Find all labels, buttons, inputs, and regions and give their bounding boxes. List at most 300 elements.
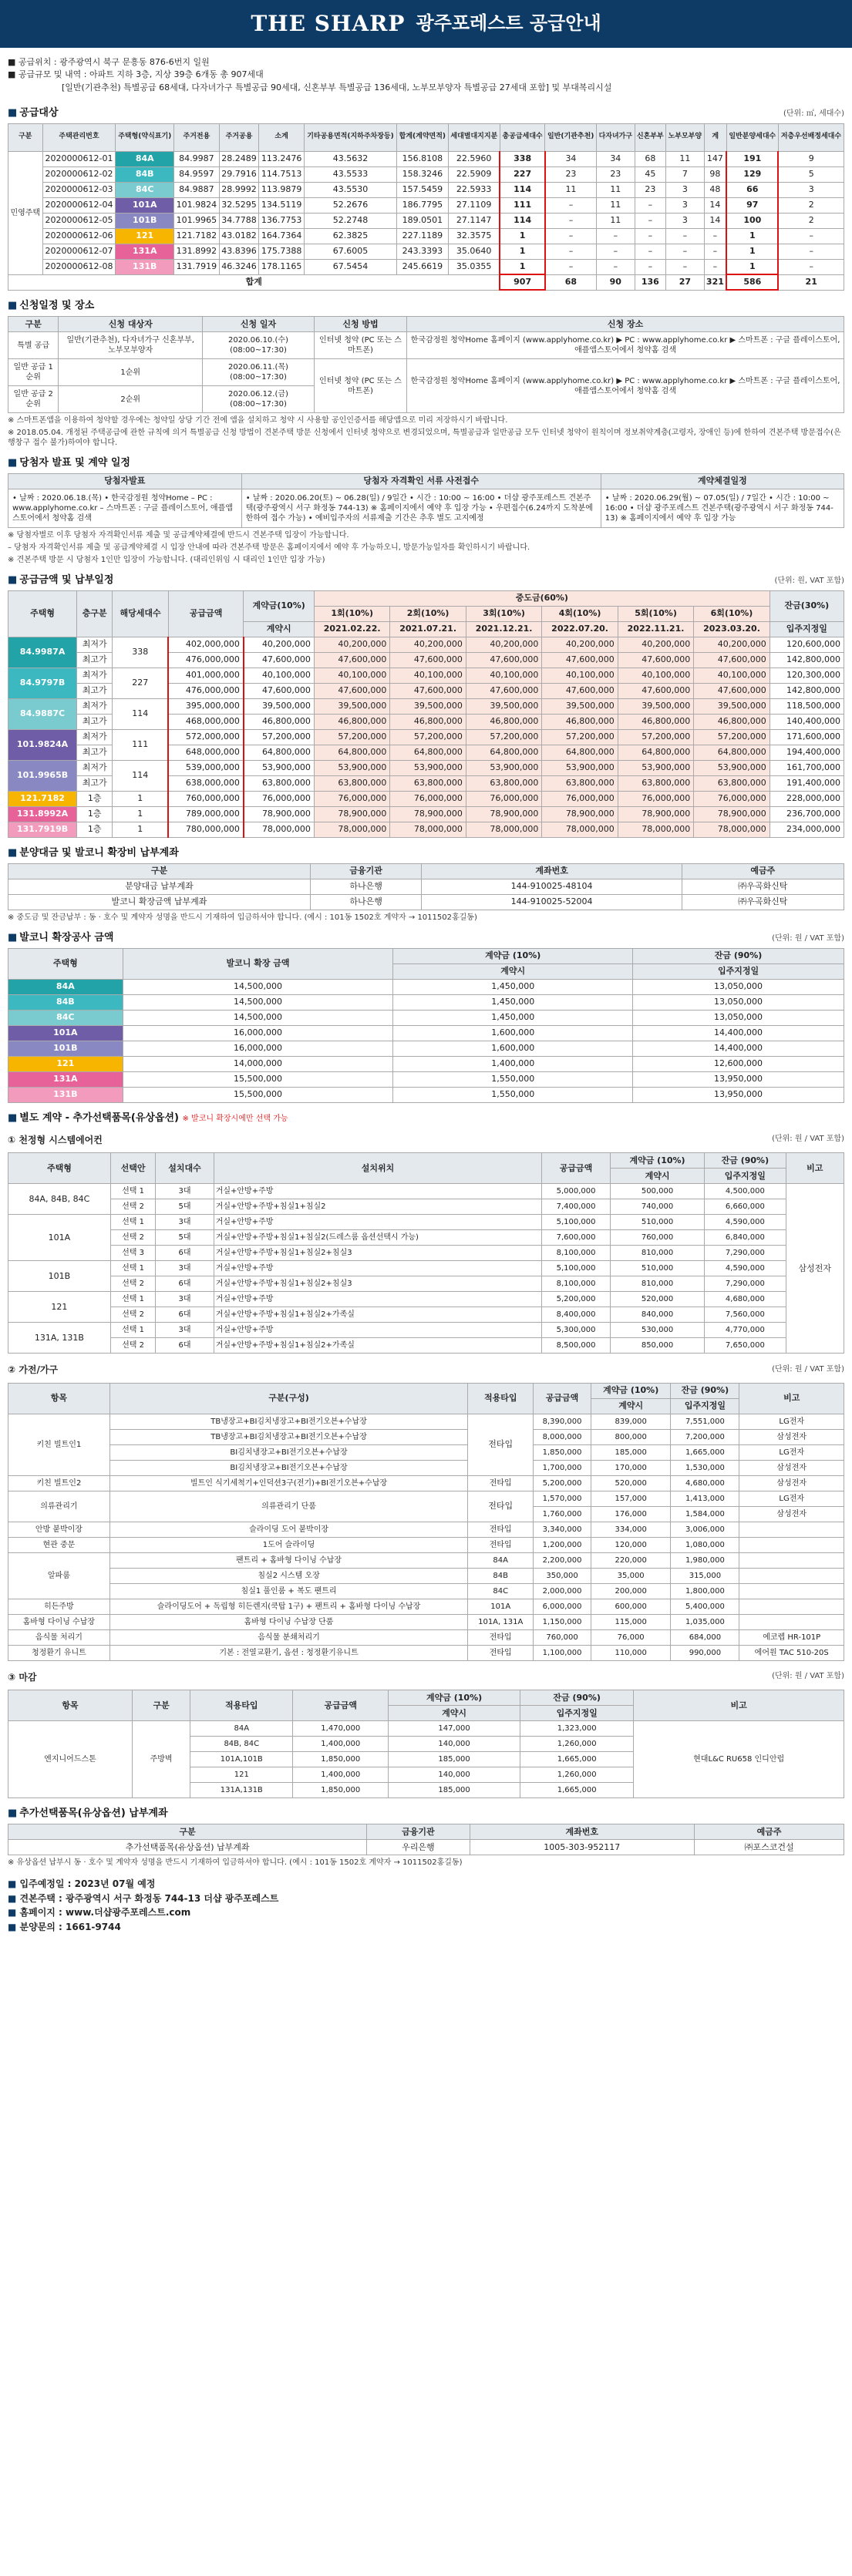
table-cell: 1,323,000 bbox=[520, 1721, 634, 1737]
table-row bbox=[8, 1645, 844, 1660]
table-cell: 1,080,000 bbox=[671, 1537, 739, 1552]
table-cell: 46,800,000 bbox=[618, 714, 693, 729]
table-cell: 227 bbox=[500, 166, 544, 182]
table-cell: 186.7795 bbox=[396, 197, 448, 213]
appliance-table: 항목 구분(구성) 적용타입 공급금액 계약금 (10%) 잔금 (90%) 비고 계약시 입주지정일 키친 빌트인1 TB냉장고+BI김치냉장고+BI전기오븐+수납장 전타입 8,390,000 839,000 7,551,000 LG전자 TB냉장고+BI김치냉장고+BI전기오븐+수납장 8,000,000 800,000 7,200,000 삼성전자 BI김치냉장고+BI전기오븐+수납장 1,850,000 185,000 1,665,000 LG전자 BI김치냉장고+BI전기오븐+수납장 1,700,000 170,000 1,530,000 삼성전자 키친 빌트인2 빌트인 식기세척기+인덕션3구(전기)+BI전기오븐+수납장 전타입 5,200,000 520,000 4,680,000 삼성전자 의류관리기 의류관리기 단품 전타입 1,570,000 157,000 1,413,000 LG전자 1,760,000 176,000 1,584,000 삼성전자 안방 붙박이장 슬라이딩 도어 붙박이장 전타입 3,340,000 334,000 3,006,000 현관 중문 1도어 슬라이딩 전타입 1,200,000 120,000 1,080,000 알파룸 팬트리 + 홈바형 다이닝 수납장 84A 2,200,000 220,000 1,980,000 침실2 시스템 오장 84B 350,000 35,000 315,000 침실1 풀인룸 + 복도 팬트리 84C 2,000,000 200,000 1,800,000 히든주방 슬라이딩도어 + 독립형 히든렌지(쿡탑 1구) + 팬트리 + 홈바형 다이닝 수납장 101A 6,000,000 600,000 5,400,000 홈바형 다이닝 수납장 홈바형 다이닝 수납장 단품 101A, 131A 1,150,000 115,000 1,035,000 음식물 처리기 음식물 분쇄처리기 전타입 760,000 76,000 684,000 에코렙 HR-101P 청정환기 유니트 기본 : 전열교환기, 옵션 : 청정환기유니트 전타입 1,100,000 110,000 990,000 에어원 TAC 510-20S bbox=[8, 1383, 844, 1661]
table-row bbox=[8, 332, 844, 359]
table-header: 다자녀가구 bbox=[597, 123, 635, 151]
table-cell: 110,000 bbox=[591, 1645, 671, 1660]
table-cell: 최저가 bbox=[77, 637, 113, 652]
table-cell: 57,200,000 bbox=[244, 729, 315, 745]
table-cell: 476,000,000 bbox=[168, 683, 243, 698]
table-cell: 53,900,000 bbox=[466, 760, 541, 775]
table-cell: 500,000 bbox=[610, 1184, 704, 1199]
table-cell: 64,800,000 bbox=[314, 745, 389, 760]
table-cell: 3대 bbox=[156, 1215, 214, 1230]
table-cell: 39,500,000 bbox=[694, 698, 769, 714]
table-cell: 14,500,000 bbox=[123, 1010, 393, 1025]
table-cell: 43.5632 bbox=[304, 151, 396, 166]
table-header: 2022.11.21. bbox=[618, 621, 693, 637]
table-cell: 키친 빌트인2 bbox=[8, 1475, 110, 1491]
table-cell: 하나은행 bbox=[310, 879, 421, 894]
table-cell: 131B bbox=[8, 1087, 123, 1102]
table-cell: 142,800,000 bbox=[769, 652, 844, 668]
table-cell: 14,400,000 bbox=[633, 1025, 844, 1041]
table-cell: 1,450,000 bbox=[393, 1010, 633, 1025]
table-cell: 에어원 TAC 510-20S bbox=[739, 1645, 844, 1660]
table-header: 2023.03.20. bbox=[694, 621, 769, 637]
table-cell: 최고가 bbox=[77, 745, 113, 760]
table-cell: 63,800,000 bbox=[314, 775, 389, 791]
table-cell: 47,600,000 bbox=[244, 683, 315, 698]
table-header: 주거공용 bbox=[219, 123, 259, 151]
table-cell: 245.6619 bbox=[396, 259, 448, 274]
table-cell: 8,390,000 bbox=[534, 1414, 591, 1429]
table-cell: 990,000 bbox=[671, 1645, 739, 1660]
table-cell: 120,600,000 bbox=[769, 637, 844, 652]
table-cell: 삼성전자 bbox=[739, 1475, 844, 1491]
table-cell: 101A,101B bbox=[190, 1752, 293, 1767]
table-row bbox=[8, 994, 844, 1010]
table-cell: 78,900,000 bbox=[314, 806, 389, 822]
table-cell: 57,200,000 bbox=[314, 729, 389, 745]
type-cell: 101.9965B bbox=[8, 760, 77, 791]
table-cell: 선택 1 bbox=[110, 1323, 156, 1338]
group-label: 민영주택 bbox=[8, 151, 43, 274]
table-header: 저층우선배정세대수 bbox=[778, 123, 844, 151]
table-row bbox=[8, 1568, 844, 1583]
table-cell: 슬라이딩 도어 붙박이장 bbox=[109, 1522, 468, 1537]
table-header: 신청 대상자 bbox=[59, 317, 203, 332]
table-cell: 23 bbox=[635, 182, 666, 197]
table-cell: 114 bbox=[500, 213, 544, 228]
table-cell: 40,200,000 bbox=[314, 637, 389, 652]
table-cell: 최저가 bbox=[77, 760, 113, 775]
table-cell: 740,000 bbox=[610, 1199, 704, 1215]
note: ※ 견본주택 방문 시 당첨자 1인만 입장이 가능합니다. (대리인위임 시 대리인 1인만 입장 가능) bbox=[8, 556, 325, 565]
table-cell: 1,150,000 bbox=[534, 1614, 591, 1629]
type-cell: 84.9887C bbox=[8, 698, 77, 729]
table-cell: 삼성전자 bbox=[739, 1429, 844, 1444]
table-cell: 1순위 bbox=[59, 359, 203, 386]
table-row bbox=[8, 979, 844, 994]
table-row bbox=[8, 166, 844, 182]
table-row bbox=[8, 668, 844, 683]
table-cell: 84B bbox=[468, 1568, 534, 1583]
table-cell: 5 bbox=[778, 166, 844, 182]
table-cell: 47,600,000 bbox=[618, 652, 693, 668]
section-payment-account: ■ 분양대금 및 발코니 확장비 납부계좌 bbox=[8, 847, 844, 860]
table-cell: 40,200,000 bbox=[466, 637, 541, 652]
table-cell: 슬라이딩도어 + 독립형 히든렌지(쿡탑 1구) + 팬트리 + 홈바형 다이닝 수납장 bbox=[109, 1599, 468, 1614]
table-cell: 158.3246 bbox=[396, 166, 448, 182]
table-cell: 거실+안방+주방+침실1+침실2+가족실 bbox=[214, 1307, 542, 1323]
table-cell: 76,000,000 bbox=[314, 791, 389, 806]
table-header: 노부모부양 bbox=[666, 123, 704, 151]
table-cell: 185,000 bbox=[591, 1444, 671, 1460]
table-cell: 11 bbox=[666, 151, 704, 166]
table-cell: 1,584,000 bbox=[671, 1506, 739, 1522]
table-cell: 최저가 bbox=[77, 668, 113, 683]
table-row bbox=[8, 1552, 844, 1568]
table-cell: 78,000,000 bbox=[466, 822, 541, 837]
table-cell: 78,900,000 bbox=[618, 806, 693, 822]
table-cell: 401,000,000 bbox=[168, 668, 243, 683]
table-cell: 52.2748 bbox=[304, 213, 396, 228]
table-cell: 121 bbox=[190, 1767, 293, 1783]
table-header: 5회(10%) bbox=[618, 606, 693, 621]
table-cell: 46,800,000 bbox=[314, 714, 389, 729]
table-cell: 1층 bbox=[77, 806, 113, 822]
table-cell: 57,200,000 bbox=[542, 729, 618, 745]
table-cell: 46,800,000 bbox=[542, 714, 618, 729]
table-cell: 7,560,000 bbox=[705, 1307, 786, 1323]
table-cell bbox=[739, 1552, 844, 1568]
table-cell: 157.5459 bbox=[396, 182, 448, 197]
table-cell: 57,200,000 bbox=[466, 729, 541, 745]
table-cell: 40,100,000 bbox=[694, 668, 769, 683]
table-cell: 7,650,000 bbox=[705, 1338, 786, 1354]
table-cell: 기본 : 전열교환기, 옵션 : 청정환기유니트 bbox=[109, 1645, 468, 1660]
table-cell: 1 bbox=[726, 228, 778, 244]
table-cell: 1,665,000 bbox=[520, 1783, 634, 1798]
table-cell: 157,000 bbox=[591, 1491, 671, 1506]
table-cell: 46.3246 bbox=[219, 259, 259, 274]
table-cell: 78,900,000 bbox=[390, 806, 466, 822]
table-cell: 1층 bbox=[77, 791, 113, 806]
table-cell: 47,600,000 bbox=[694, 683, 769, 698]
table-cell: 3 bbox=[666, 213, 704, 228]
type-cell: 101.9824A bbox=[8, 729, 77, 760]
table-cell: 2020.06.12.(금) (08:00~17:30) bbox=[203, 386, 315, 413]
table-cell: 572,000,000 bbox=[168, 729, 243, 745]
table-cell: 선택 3 bbox=[110, 1246, 156, 1261]
table-cell: 1,850,000 bbox=[293, 1783, 389, 1798]
table-cell: – bbox=[704, 228, 726, 244]
table-cell: – bbox=[545, 259, 597, 274]
table-cell: 34 bbox=[597, 151, 635, 166]
table-cell: 228,000,000 bbox=[769, 791, 844, 806]
table-cell: 14,400,000 bbox=[633, 1041, 844, 1056]
table-cell: 2020000612-03 bbox=[42, 182, 116, 197]
table-row bbox=[8, 1041, 844, 1056]
table-cell: 거실+안방+주방 bbox=[214, 1215, 542, 1230]
table-cell: 40,200,000 bbox=[542, 637, 618, 652]
table-cell: 64,800,000 bbox=[466, 745, 541, 760]
table-cell: 227 bbox=[113, 668, 169, 698]
table-cell: 97 bbox=[726, 197, 778, 213]
table-cell: 101B bbox=[116, 213, 174, 228]
table-cell: 3,340,000 bbox=[534, 1522, 591, 1537]
table-cell: 118,500,000 bbox=[769, 698, 844, 714]
table-header: 주거전용 bbox=[174, 123, 220, 151]
table-cell: 전타입 bbox=[468, 1629, 534, 1645]
table-cell: 120,000 bbox=[591, 1537, 671, 1552]
table-cell: 34 bbox=[545, 151, 597, 166]
table-cell: 40,100,000 bbox=[618, 668, 693, 683]
table-cell: 거실+안방+주방 bbox=[214, 1261, 542, 1276]
model-house-address: ■ 견본주택 : 광주광역시 서구 화정동 744-13 더샵 광주포레스트 bbox=[8, 1893, 844, 1905]
table-row bbox=[8, 1583, 844, 1599]
table-cell: 의류관리기 bbox=[8, 1491, 110, 1522]
table-cell: 600,000 bbox=[591, 1599, 671, 1614]
table-row bbox=[8, 1323, 844, 1338]
table-cell: 16,000,000 bbox=[123, 1025, 393, 1041]
table-cell: – bbox=[778, 259, 844, 274]
table-cell: 334,000 bbox=[591, 1522, 671, 1537]
table-cell: 4,680,000 bbox=[705, 1292, 786, 1307]
table-cell: 2순위 bbox=[59, 386, 203, 413]
table-cell: 우리은행 bbox=[367, 1840, 470, 1855]
table-cell: 47,600,000 bbox=[390, 652, 466, 668]
table-cell: 84A bbox=[190, 1721, 293, 1737]
table-row bbox=[8, 197, 844, 213]
table-cell: 57,200,000 bbox=[694, 729, 769, 745]
total-cell: 68 bbox=[545, 274, 597, 290]
table-row bbox=[8, 791, 844, 806]
table-cell: 40,200,000 bbox=[694, 637, 769, 652]
table-header: 계좌번호 bbox=[470, 1824, 695, 1840]
table-row bbox=[8, 259, 844, 274]
table-cell: 64,800,000 bbox=[244, 745, 315, 760]
table-row bbox=[8, 1460, 844, 1475]
note: ※ 당첨자별로 이후 당첨자 자격확인서류 제출 및 공급계약체결에 반드시 견본주택 입장이 가능합니다. bbox=[8, 531, 349, 540]
table-cell: 530,000 bbox=[610, 1323, 704, 1338]
table-cell: 136.7753 bbox=[259, 213, 305, 228]
table-cell: 140,400,000 bbox=[769, 714, 844, 729]
table-cell: 47,600,000 bbox=[314, 683, 389, 698]
table-cell: – bbox=[635, 259, 666, 274]
table-header: 구분 bbox=[8, 863, 311, 879]
table-cell: 131.7919 bbox=[174, 259, 220, 274]
table-cell: 의류관리기 단품 bbox=[109, 1491, 468, 1522]
table-cell: 13,950,000 bbox=[633, 1071, 844, 1087]
table-cell: LG전자 bbox=[739, 1444, 844, 1460]
balcony-table: 주택형 발코니 확장 금액 계약금 (10%) 잔금 (90%) 계약시 입주지정일 84A 14,500,000 1,450,000 13,050,000 84B 14,500,000 1,450,000 13,050,000 84C 14,500,000 1,450,000 13,050,000 101A 16,000,000 1,600,000 14,400,000 101B 16,000,000 1,600,000 14,400,000 121 14,000,000 1,400,000 12,600,000 131A 15,500,000 1,550,000 13,950,000 131B 15,500,000 1,550,000 13,950,000 bbox=[8, 948, 844, 1103]
application-schedule-table bbox=[8, 316, 844, 413]
table-header: 2021.12.21. bbox=[466, 621, 541, 637]
table-cell: 전타입 bbox=[468, 1414, 534, 1475]
finish-table: 항목 구분 적용타입 공급금액 계약금 (10%) 잔금 (90%) 비고 계약시 입주지정일 엔지니어드스톤 주방벽 84A 1,470,000 147,000 1,323,000 현대L&C RU658 인디안럽 84B, 84C 1,400,000 140,000 1,260,000 101A,101B 1,850,000 185,000 1,665,000 121 1,400,000 140,000 1,260,000 131A,131B 1,850,000 185,000 1,665,000 bbox=[8, 1690, 844, 1798]
table-cell: 14,000,000 bbox=[123, 1056, 393, 1071]
table-cell: 63,800,000 bbox=[466, 775, 541, 791]
type-cell: 131.8992A bbox=[8, 806, 77, 822]
table-row bbox=[8, 244, 844, 259]
table-cell: 67.6005 bbox=[304, 244, 396, 259]
table-row bbox=[8, 760, 844, 775]
table-cell: 전타입 bbox=[468, 1522, 534, 1537]
table-header: 신청 방법 bbox=[314, 317, 406, 332]
price-schedule-table: 주택형 층구분 해당세대수 공급금액 계약금(10%) 중도금(60%) 잔금(30%) 1회(10%) 2회(10%) 3회(10%) 4회(10%) 5회(10%) 6회(10%) 계약시 2021.02.22. 2021.07.21. 2021.12.21. 2022.07.20. 2022.11.21. 2023.03.20. 입주지정일 84.9987A 최저가 338 402,000,000 40,200,000 40,200,000 40,200,000 40,200,000 40,200,000 40,200,000 40,200,000 120,600,000 최고가 476,000,000 47,600,000 47,600,000 47,600,000 47,600,000 47,600,000 47,600,000 47,600,000 142,800,000 84.9797B 최저가 227 401,000,000 40,100,000 40,100,000 40,100,000 40,100,000 40,100,000 40,100,000 40,100,000 120,300,000 최고가 476,000,000 47,600,000 47,600,000 47,600,000 47,600,000 47,600,000 47,600,000 47,600,000 142,800,000 84.9887C 최저가 114 395,000,000 39,500,000 39,500,000 39,500,000 39,500,000 39,500,000 39,500,000 39,500,000 118,500,000 최고가 468,000,000 46,800,000 46,800,000 46,800,000 46,800,000 46,800,000 46,800,000 46,800,000 140,400,000 101.9824A 최저가 111 572,000,000 57,200,000 57,200,000 57,200,000 57,200,000 57,200,000 57,200,000 57,200,000 171,600,000 최고가 648,000,000 64,800,000 64,800,000 64,800,000 64,800,000 64,800,000 64,800,000 64,800,000 194,400,000 101.9965B 최저가 114 539,000,000 53,900,000 53,900,000 53,900,000 53,900,000 53,900,000 53,900,000 53,900,000 161,700,000 최고가 638,000,000 63,800,000 63,800,000 63,800,000 63,800,000 63,800,000 63,800,000 63,800,000 191,400,000 121.7182 1층 1 760,000,000 76,000,000 76,000,000 76,000,000 76,000,000 76,000,000 76,000,000 76,000,000 228,000,000 131.8992A 1층 1 789,000,000 78,900,000 78,900,000 78,900,000 78,900,000 78,900,000 78,900,000 78,900,000 236,700,000 131.7919B 1층 1 780,000,000 78,000,000 78,000,000 78,000,000 78,000,000 78,000,000 78,000,000 78,000,000 234,000,000 bbox=[8, 590, 844, 838]
table-cell: 22.5909 bbox=[448, 166, 500, 182]
table-cell: 121 bbox=[8, 1292, 111, 1323]
table-cell: – bbox=[778, 228, 844, 244]
table-cell: 35.0355 bbox=[448, 259, 500, 274]
table-header: 1회(10%) bbox=[314, 606, 389, 621]
table-cell: 1 bbox=[726, 244, 778, 259]
table-cell: 35,000 bbox=[591, 1568, 671, 1583]
table-cell: 32.5295 bbox=[219, 197, 259, 213]
table-cell: 338 bbox=[113, 637, 169, 668]
table-cell: 47,600,000 bbox=[466, 683, 541, 698]
table-cell: 175.7388 bbox=[259, 244, 305, 259]
table-cell: 청정환기 유니트 bbox=[8, 1645, 110, 1660]
table-cell: 185,000 bbox=[389, 1783, 520, 1798]
table-cell: 63,800,000 bbox=[542, 775, 618, 791]
table-cell: 57,200,000 bbox=[390, 729, 466, 745]
table-cell: 7,600,000 bbox=[542, 1230, 611, 1246]
table-row bbox=[8, 1614, 844, 1629]
table-cell: 1,980,000 bbox=[671, 1552, 739, 1568]
table-cell: ㈜우곡화신탁 bbox=[682, 894, 844, 910]
table-cell: 121.7182 bbox=[174, 228, 220, 244]
table-cell: 84A bbox=[8, 979, 123, 994]
table-cell: 78,000,000 bbox=[314, 822, 389, 837]
table-cell: 5대 bbox=[156, 1230, 214, 1246]
table-cell: 선택 1 bbox=[110, 1292, 156, 1307]
table-cell: 16,000,000 bbox=[123, 1041, 393, 1056]
total-cell: 136 bbox=[635, 274, 666, 290]
table-cell: 84A, 84B, 84C bbox=[8, 1184, 111, 1215]
table-cell: 1,550,000 bbox=[393, 1087, 633, 1102]
table-cell: 39,500,000 bbox=[618, 698, 693, 714]
table-row bbox=[8, 1292, 844, 1307]
table-cell: 1 bbox=[500, 259, 544, 274]
table-cell: 4,500,000 bbox=[705, 1184, 786, 1199]
table-cell: 1층 bbox=[77, 822, 113, 837]
table-cell: 2020000612-06 bbox=[42, 228, 116, 244]
table-cell: 2020000612-01 bbox=[42, 151, 116, 166]
table-cell: 113.9879 bbox=[259, 182, 305, 197]
table-cell: 13,050,000 bbox=[633, 1010, 844, 1025]
table-cell: • 날짜 : 2020.06.18.(목) • 한국감정원 청약Home – PC : www.applyhome.co.kr – 스마트폰 : 구글 플레이스토어, 애플앱스토어에서 청약홈 검색 bbox=[8, 489, 242, 528]
table-cell: 468,000,000 bbox=[168, 714, 243, 729]
table-cell: 63,800,000 bbox=[694, 775, 769, 791]
table-cell: 53,900,000 bbox=[244, 760, 315, 775]
table-cell: ㈜포스코건설 bbox=[695, 1840, 844, 1855]
page-title: 광주포레스트 공급안내 bbox=[416, 12, 601, 35]
table-cell: 220,000 bbox=[591, 1552, 671, 1568]
table-cell: 32.3575 bbox=[448, 228, 500, 244]
table-row bbox=[8, 1475, 844, 1491]
table-cell: 850,000 bbox=[610, 1338, 704, 1354]
table-row bbox=[8, 1629, 844, 1645]
table-cell: 114 bbox=[113, 760, 169, 791]
table-cell: 2020000612-05 bbox=[42, 213, 116, 228]
table-cell: 100 bbox=[726, 213, 778, 228]
table-cell: BI김치냉장고+BI전기오븐+수납장 bbox=[109, 1444, 468, 1460]
table-cell: 227.1189 bbox=[396, 228, 448, 244]
table-cell: 1,570,000 bbox=[534, 1491, 591, 1506]
table-cell: 40,200,000 bbox=[390, 637, 466, 652]
table-cell: 5,000,000 bbox=[542, 1184, 611, 1199]
table-cell: 53,900,000 bbox=[390, 760, 466, 775]
table-cell: 1,530,000 bbox=[671, 1460, 739, 1475]
table-cell: BI김치냉장고+BI전기오븐+수납장 bbox=[109, 1460, 468, 1475]
table-cell: 111 bbox=[113, 729, 169, 760]
table-cell: 발코니 확장금액 납부계좌 bbox=[8, 894, 311, 910]
table-cell: 144-910025-48104 bbox=[422, 879, 682, 894]
table-header: 구분 bbox=[8, 317, 59, 332]
table-cell: 111 bbox=[500, 197, 544, 213]
table-row bbox=[8, 359, 844, 386]
table-cell: 8,500,000 bbox=[542, 1338, 611, 1354]
table-cell: 13,050,000 bbox=[633, 979, 844, 994]
table-cell: 84C bbox=[468, 1583, 534, 1599]
table-cell bbox=[739, 1614, 844, 1629]
table-header: 6회(10%) bbox=[694, 606, 769, 621]
table-cell: 476,000,000 bbox=[168, 652, 243, 668]
table-cell: 134.5119 bbox=[259, 197, 305, 213]
table-header: 신청 일자 bbox=[203, 317, 315, 332]
table-cell: 1 bbox=[500, 244, 544, 259]
table-cell: 78,000,000 bbox=[694, 822, 769, 837]
table-row bbox=[8, 228, 844, 244]
table-cell: 1,413,000 bbox=[671, 1491, 739, 1506]
table-cell: 243.3393 bbox=[396, 244, 448, 259]
table-cell: 194,400,000 bbox=[769, 745, 844, 760]
table-row bbox=[8, 1056, 844, 1071]
table-cell: 144-910025-52004 bbox=[422, 894, 682, 910]
table-header: 기타공용면적(지하주차장등) bbox=[304, 123, 396, 151]
table-cell: 히든주방 bbox=[8, 1599, 110, 1614]
table-cell: 47,600,000 bbox=[244, 652, 315, 668]
table-cell: 46,800,000 bbox=[244, 714, 315, 729]
table-cell: 2020000612-08 bbox=[42, 259, 116, 274]
table-cell: 1,100,000 bbox=[534, 1645, 591, 1660]
table-cell: 84B, 84C bbox=[190, 1737, 293, 1752]
table-cell: – bbox=[597, 259, 635, 274]
homepage-link[interactable]: ■ 홈페이지 : www.더샵광주포레스트.com bbox=[8, 1907, 844, 1919]
table-cell: 76,000,000 bbox=[244, 791, 315, 806]
table-cell: – bbox=[666, 244, 704, 259]
table-cell: 14,500,000 bbox=[123, 994, 393, 1010]
table-cell: 101A bbox=[116, 197, 174, 213]
table-cell: 1,200,000 bbox=[534, 1537, 591, 1552]
table-cell bbox=[739, 1522, 844, 1537]
table-cell bbox=[739, 1583, 844, 1599]
table-cell: 34.7788 bbox=[219, 213, 259, 228]
total-cell: 321 bbox=[704, 274, 726, 290]
table-row bbox=[8, 1429, 844, 1444]
table-header: 구분 bbox=[8, 123, 43, 151]
table-cell: 185,000 bbox=[389, 1752, 520, 1767]
table-cell: 1,450,000 bbox=[393, 979, 633, 994]
table-header: 주택형(약식표기) bbox=[116, 123, 174, 151]
table-header: 2회(10%) bbox=[390, 606, 466, 621]
table-cell: 131B bbox=[116, 259, 174, 274]
table-cell: 98 bbox=[704, 166, 726, 182]
table-cell: 22.5960 bbox=[448, 151, 500, 166]
footer-info bbox=[8, 1878, 844, 1933]
table-header: 4회(10%) bbox=[542, 606, 618, 621]
table-cell: 27.1147 bbox=[448, 213, 500, 228]
total-cell: 21 bbox=[778, 274, 844, 290]
table-cell: 1005-303-952117 bbox=[470, 1840, 695, 1855]
table-row bbox=[8, 1444, 844, 1460]
table-cell: 4,590,000 bbox=[705, 1261, 786, 1276]
table-cell: 810,000 bbox=[610, 1246, 704, 1261]
table-cell: 131A bbox=[116, 244, 174, 259]
table-cell: 최고가 bbox=[77, 714, 113, 729]
table-cell: 14,500,000 bbox=[123, 979, 393, 994]
table-cell: 특별 공급 bbox=[8, 332, 59, 359]
table-cell: 39,500,000 bbox=[244, 698, 315, 714]
table-cell: 53,900,000 bbox=[314, 760, 389, 775]
table-cell: 189.0501 bbox=[396, 213, 448, 228]
table-cell: 40,200,000 bbox=[618, 637, 693, 652]
total-row bbox=[8, 274, 844, 290]
